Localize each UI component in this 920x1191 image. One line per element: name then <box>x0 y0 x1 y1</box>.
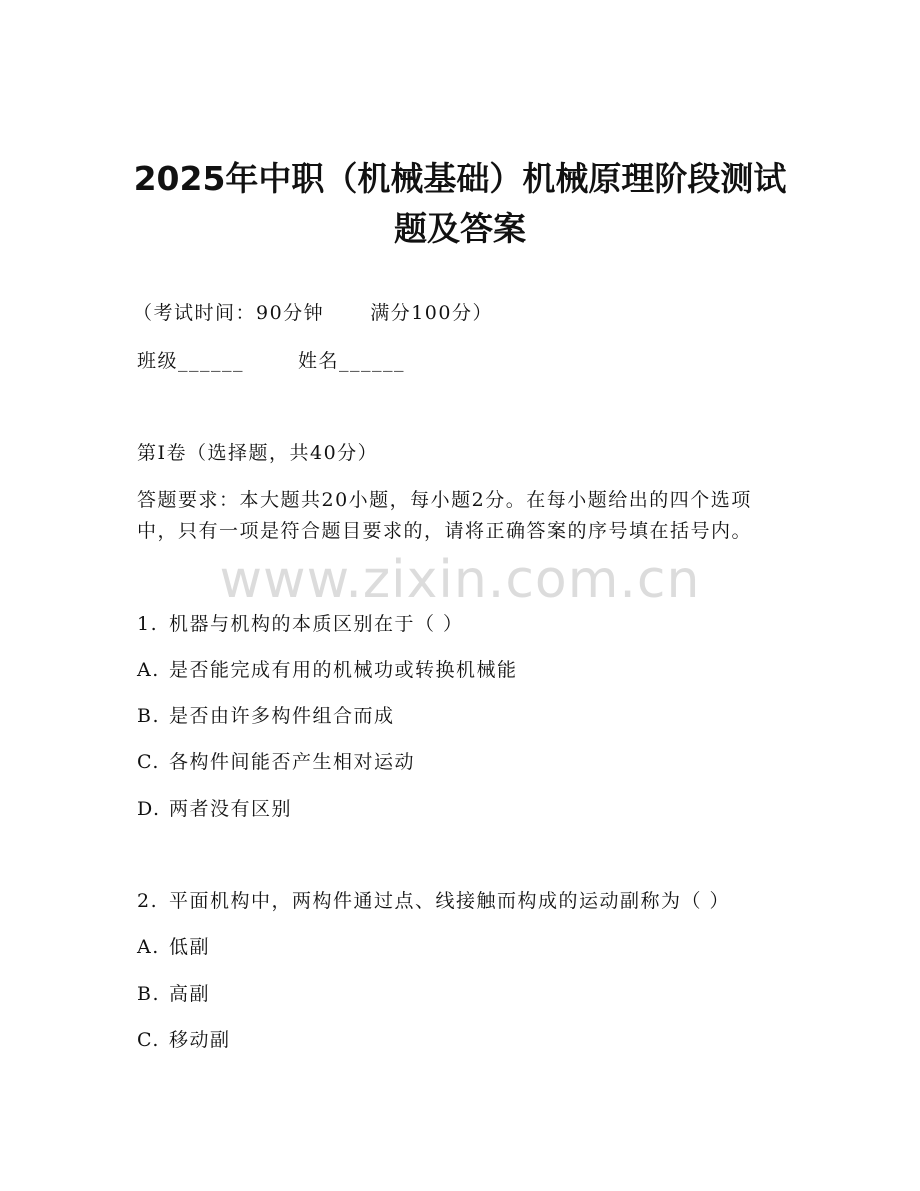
instructions-line1: 答题要求：本大题共20小题，每小题2分。在每小题给出的四个选项 <box>137 489 752 511</box>
question-2-option-c <box>137 1026 231 1054</box>
option-text: 是否由许多构件组合而成 <box>169 705 395 727</box>
option-letter: A. <box>137 936 160 958</box>
student-info <box>137 347 405 375</box>
option-letter: C. <box>137 1029 160 1051</box>
question-number: 2. <box>137 890 159 912</box>
document-title-line1: 2025年中职（机械基础）机械原理阶段测试 <box>133 159 787 198</box>
question-2-option-b <box>137 980 210 1008</box>
question-1-option-d <box>137 795 292 823</box>
option-text: 两者没有区别 <box>169 798 293 820</box>
question-text: 平面机构中，两构件通过点、线接触而构成的运动副称为（ ） <box>169 890 731 912</box>
name-field: 姓名______ <box>298 350 406 372</box>
class-field: 班级______ <box>137 350 245 372</box>
question-text: 机器与机构的本质区别在于（ ） <box>169 613 464 635</box>
instructions-line2: 中，只有一项是符合题目要求的，请将正确答案的序号填在括号内。 <box>137 520 753 542</box>
exam-score: 满分100分） <box>370 302 493 324</box>
option-letter: D. <box>137 798 161 820</box>
option-text: 移动副 <box>169 1029 231 1051</box>
watermark: www.zixin.com.cn <box>219 550 701 610</box>
document-title-line2: 题及答案 <box>394 209 526 248</box>
section-heading: 第Ⅰ卷（选择题，共40分） <box>137 442 379 464</box>
option-text: 低副 <box>169 936 211 958</box>
option-letter: A. <box>137 659 160 681</box>
question-1 <box>137 610 464 638</box>
option-letter: C. <box>137 751 160 773</box>
option-text: 是否能完成有用的机械功或转换机械能 <box>169 659 518 681</box>
option-text: 各构件间能否产生相对运动 <box>169 751 416 773</box>
question-2 <box>137 887 730 915</box>
exam-time: （考试时间：90分钟 <box>133 302 325 324</box>
question-number: 1. <box>137 613 159 635</box>
question-1-option-c <box>137 748 415 776</box>
exam-info <box>133 299 493 327</box>
option-letter: B. <box>137 983 161 1005</box>
question-2-option-a <box>137 933 210 961</box>
option-text: 高副 <box>169 983 211 1005</box>
option-letter: B. <box>137 705 161 727</box>
question-1-option-b <box>137 702 395 730</box>
question-1-option-a <box>137 656 518 684</box>
